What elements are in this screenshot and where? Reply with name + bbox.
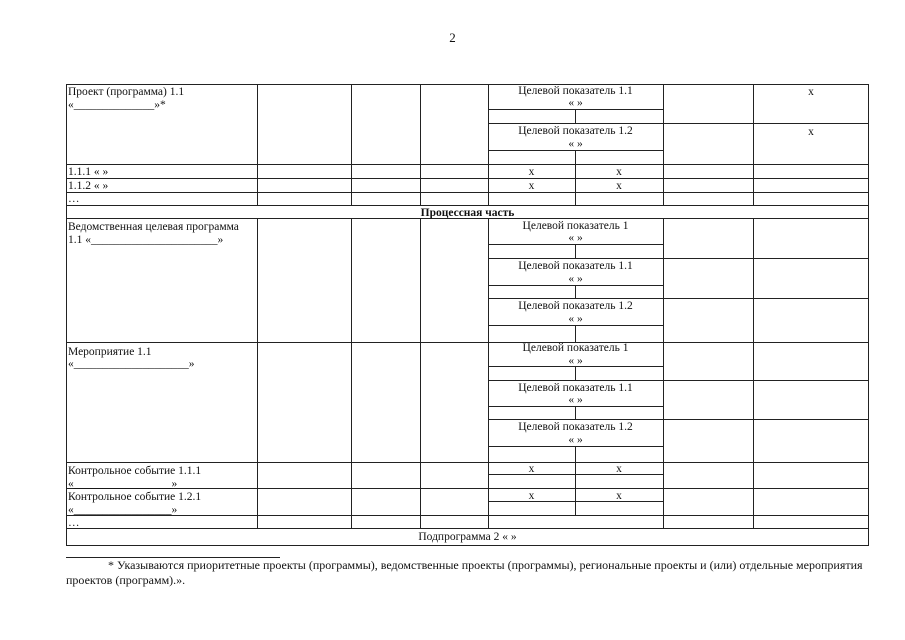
ellipsis-row: … bbox=[68, 517, 80, 529]
control-event-x: x bbox=[616, 490, 622, 502]
sub-row-x: x bbox=[528, 180, 535, 192]
ellipsis-row: … bbox=[68, 193, 80, 205]
sub-row-x: x bbox=[528, 166, 535, 178]
project-name: «______________»* bbox=[68, 99, 166, 111]
event-title: Мероприятие 1.1 bbox=[68, 346, 152, 358]
vcp-target-label: Целевой показатель 1.1 bbox=[518, 260, 633, 272]
sub-row-x: x bbox=[616, 180, 622, 192]
control-event-x: x bbox=[528, 463, 535, 475]
vcp-target-quotes: « » bbox=[568, 273, 583, 285]
control-event-title: Контрольное событие 1.2.1 bbox=[68, 491, 202, 503]
event-target-label: Целевой показатель 1.1 bbox=[518, 382, 633, 394]
subprogram-title: Подпрограмма 2 « » bbox=[418, 531, 517, 543]
event-target-quotes: « » bbox=[568, 355, 583, 367]
project-target-label: Целевой показатель 1.2 bbox=[518, 125, 633, 137]
control-event-title: Контрольное событие 1.1.1 bbox=[68, 465, 202, 477]
event-target-label: Целевой показатель 1.2 bbox=[518, 421, 633, 433]
vcp-target-label: Целевой показатель 1.2 bbox=[518, 300, 633, 312]
project-target-x: x bbox=[808, 86, 814, 98]
project-target-x: x bbox=[808, 126, 814, 138]
section-title: Процессная часть bbox=[420, 207, 515, 219]
vcp-name: 1.1 «______________________» bbox=[68, 234, 224, 246]
event-target-quotes: « » bbox=[568, 434, 583, 446]
sub-row-label: 1.1.2 « » bbox=[68, 180, 109, 192]
control-event-x: x bbox=[616, 463, 622, 475]
event-name: «____________________» bbox=[68, 358, 195, 370]
control-event-x: x bbox=[528, 490, 535, 502]
project-target-quotes: « » bbox=[568, 138, 583, 150]
sub-row-label: 1.1.1 « » bbox=[68, 166, 109, 178]
event-target-label: Целевой показатель 1 bbox=[522, 342, 629, 354]
vcp-target-quotes: « » bbox=[568, 313, 583, 325]
event-target-quotes: « » bbox=[568, 394, 583, 406]
sub-row-x: x bbox=[616, 166, 622, 178]
control-event-name: «_________________» bbox=[68, 478, 178, 490]
vcp-target-quotes: « » bbox=[568, 232, 583, 244]
project-title: Проект (программа) 1.1 bbox=[68, 86, 185, 98]
vcp-target-label: Целевой показатель 1 bbox=[522, 220, 629, 232]
vcp-title: Ведомственная целевая программа bbox=[68, 221, 239, 233]
project-target-quotes: « » bbox=[568, 97, 583, 109]
control-event-name: «_________________» bbox=[68, 504, 178, 516]
page-number: 2 bbox=[449, 30, 456, 45]
project-target-label: Целевой показатель 1.1 bbox=[518, 85, 633, 97]
footnote: * Указываются приоритетные проекты (программы), ведомственные проекты (программы), региональные проекты и (или) отдельные мероприятия проектов (программ).». bbox=[66, 558, 863, 587]
